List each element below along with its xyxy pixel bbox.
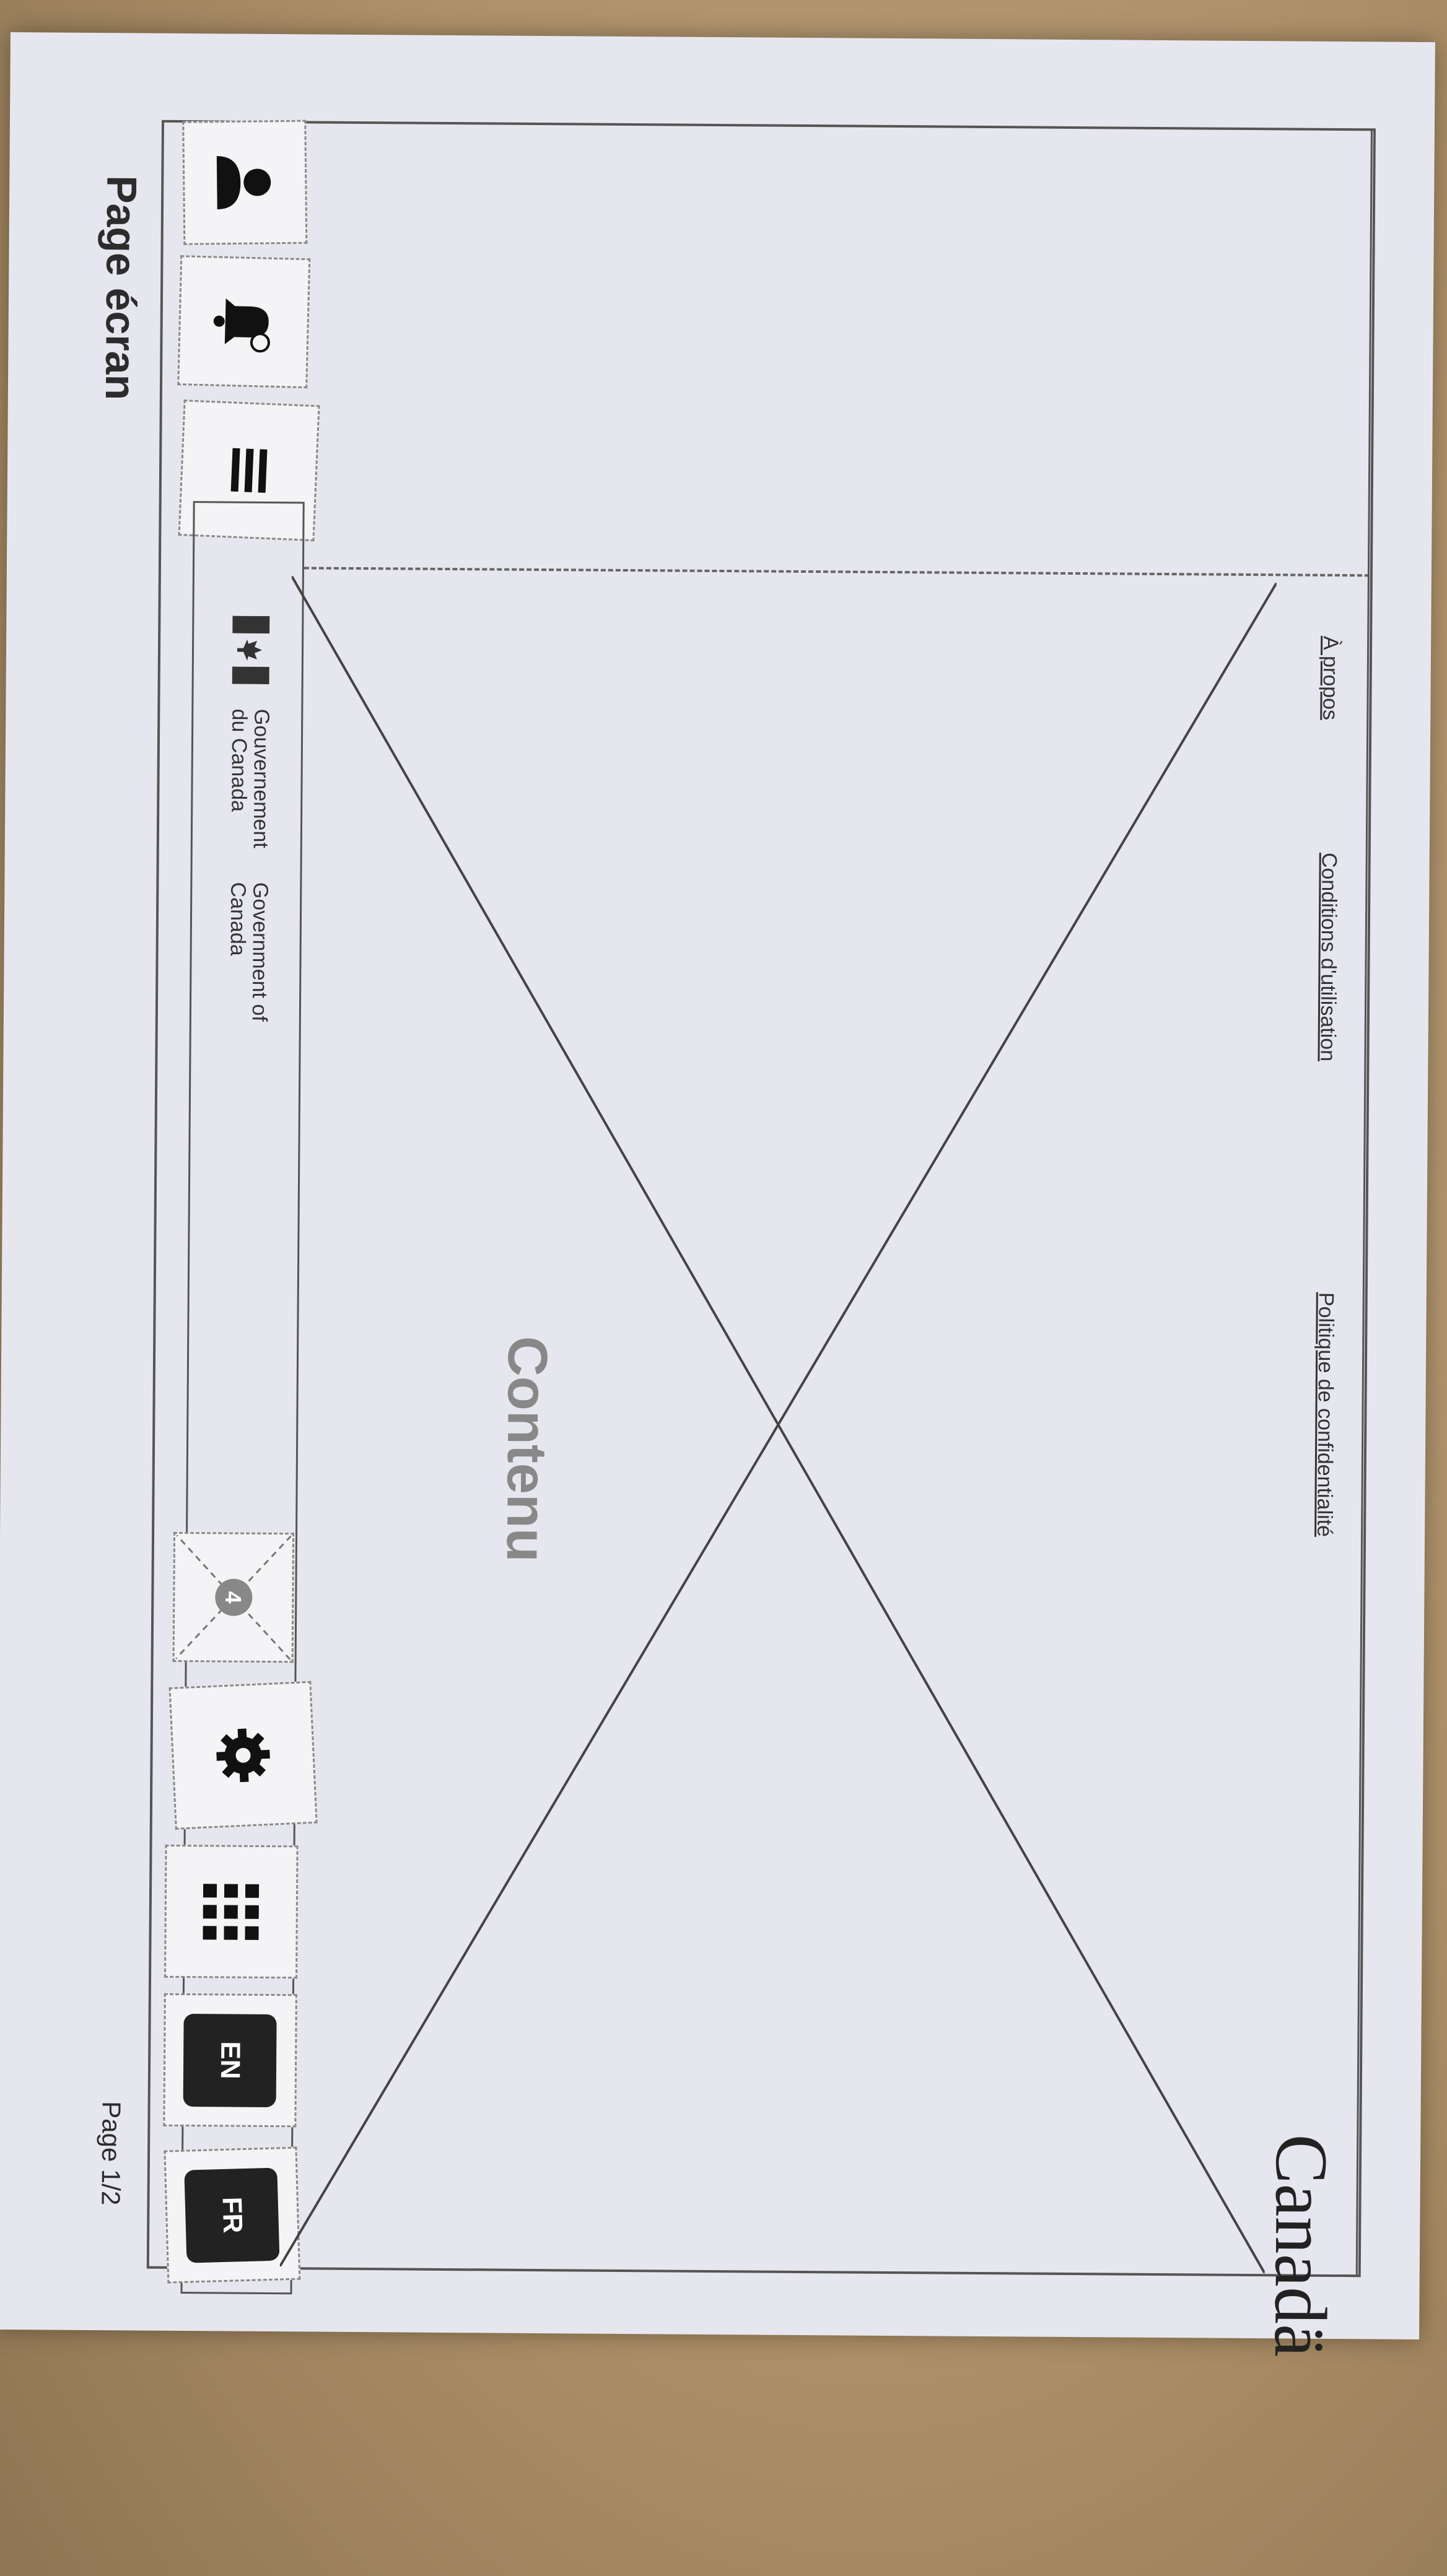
flag-icon (232, 616, 270, 684)
gov-name-en: Government of Canada (225, 882, 273, 1022)
notification-badge: 4 (221, 1591, 247, 1604)
footer-link-terms[interactable]: Conditions d'utilisation (1316, 852, 1341, 1062)
user-icon (211, 148, 279, 217)
footer-link-about[interactable]: À propos (1318, 635, 1343, 721)
bell-icon (209, 287, 279, 357)
page-title: Page écran (96, 175, 146, 401)
lang-en-label: EN (183, 2014, 277, 2107)
gov-name-fr: Gouvernement du Canada (227, 708, 274, 848)
content-label: Contenu (494, 1336, 559, 1563)
lang-fr-label: FR (185, 2167, 280, 2263)
content-placeholder (280, 576, 1277, 2273)
page-number: Page 1/2 (96, 2101, 126, 2206)
notifications-button[interactable] (177, 255, 310, 388)
mail-button[interactable] (173, 1532, 294, 1663)
lang-en-button[interactable] (163, 1993, 297, 2127)
gear-icon (208, 1720, 279, 1791)
government-signature[interactable] (211, 616, 288, 1087)
apps-grid-icon (200, 1881, 263, 1943)
user-button[interactable] (182, 120, 307, 245)
footer (1257, 128, 1373, 2357)
paper-sheet (0, 32, 1435, 2357)
canada-wordmark: Canadä (1259, 2134, 1344, 2357)
placeholder-cross-icon (280, 576, 1277, 2273)
menu-icon (217, 438, 281, 503)
wireframe-page (0, 32, 1435, 2357)
apps-button[interactable] (164, 1845, 298, 1978)
footer-link-privacy[interactable]: Politique de confidentialité (1313, 1292, 1338, 1538)
